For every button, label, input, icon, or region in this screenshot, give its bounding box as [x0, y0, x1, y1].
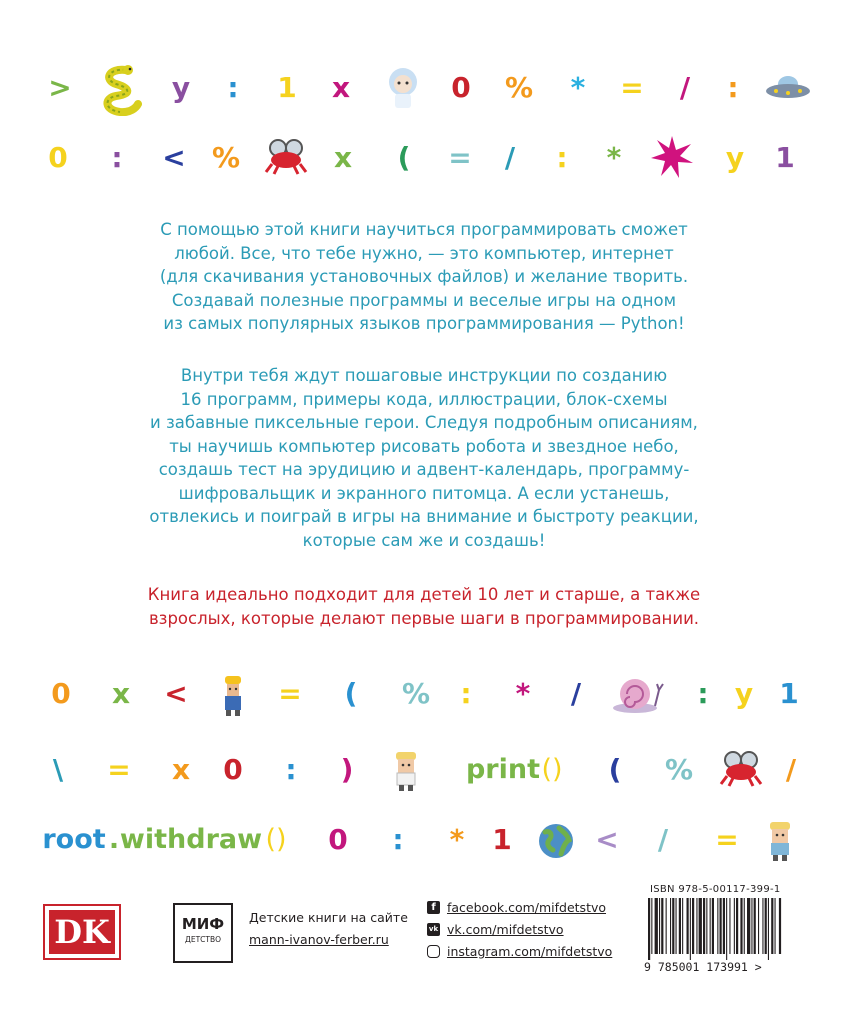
kid-icon — [765, 820, 795, 862]
symbol: () — [541, 754, 563, 785]
symbol: % — [504, 71, 534, 104]
symbol: / — [785, 753, 797, 786]
symbol-row-1 — [0, 58, 848, 118]
print-keyword: print — [465, 754, 541, 785]
symbol: 0 — [51, 677, 71, 710]
symbol: % — [401, 677, 431, 710]
symbol: ( — [344, 677, 358, 710]
root-keyword: root — [42, 824, 106, 855]
symbol: * — [606, 141, 622, 174]
symbol: < — [164, 677, 188, 710]
symbol-row-2 — [0, 128, 848, 188]
symbol: * — [570, 71, 586, 104]
barcode-bar — [682, 898, 683, 954]
crab-robot-icon — [719, 750, 763, 788]
barcode-bar — [744, 898, 745, 954]
symbol: : — [697, 677, 709, 710]
symbol: ) — [340, 753, 354, 786]
barcode-bar — [703, 898, 705, 954]
ghost-icon — [385, 66, 421, 112]
barcode-bar — [712, 898, 714, 954]
vk-link[interactable]: vk vk.com/mifdetstvo — [428, 922, 564, 937]
symbol: ( — [608, 753, 622, 786]
symbol: x — [171, 753, 191, 786]
barcode-bar — [771, 898, 773, 954]
barcode-bar — [765, 898, 767, 954]
symbol: = — [448, 141, 472, 174]
symbol: () — [265, 824, 287, 855]
dk-logo: DK — [43, 904, 121, 960]
barcode-bar — [740, 898, 742, 954]
symbol: % — [664, 753, 694, 786]
symbol: 0 — [328, 823, 348, 856]
intro-paragraph: С помощью этой книги научиться программировать сможет любой. Все, что тебе нужно, — это компьютер, интернет (для скачивания установочных файлов) и желание творить. Создавай полезные программы и веселые игры на одном из самых популярных языков программирования — Python! — [159, 220, 689, 333]
withdraw-keyword: withdraw — [119, 824, 263, 855]
barcode-bar — [723, 898, 725, 954]
barcode-digits: 9 785001 173991 > — [644, 960, 762, 974]
barcode-bar — [710, 898, 711, 954]
kid-icon — [391, 750, 421, 792]
symbol-row-5 — [0, 810, 848, 870]
symbol: > — [48, 71, 72, 104]
barcode-bar — [672, 898, 674, 954]
symbol: / — [657, 823, 669, 856]
facebook-icon: f — [427, 901, 440, 914]
symbol: * — [515, 677, 531, 710]
barcode-bar — [734, 898, 735, 954]
symbol: : — [285, 753, 297, 786]
symbol: * — [449, 823, 465, 856]
symbol: 1 — [492, 823, 512, 856]
barcode-bar — [676, 898, 677, 954]
symbol: = — [620, 71, 644, 104]
barcode-bar — [747, 898, 750, 954]
isbn-text: ISBN 978-5-00117-399-1 — [650, 884, 781, 895]
globe-icon — [537, 822, 575, 860]
symbol: / — [504, 141, 516, 174]
barcode-bar — [661, 898, 663, 954]
ufo-icon — [764, 74, 812, 102]
symbol: < — [595, 823, 619, 856]
barcode-bar — [706, 898, 707, 954]
symbol: % — [211, 141, 241, 174]
barcode-bar — [699, 898, 702, 954]
site-label: Детские книги на сайте — [249, 910, 408, 925]
symbol: у — [734, 677, 754, 710]
site-link[interactable]: mann-ivanov-ferber.ru — [249, 932, 389, 947]
snake-icon — [98, 64, 142, 116]
barcode-bar — [670, 898, 671, 954]
symbol: : — [727, 71, 739, 104]
symbol-row-4 — [0, 740, 848, 800]
symbol: 0 — [48, 141, 68, 174]
barcode-bar — [768, 898, 769, 960]
instagram-link[interactable]: instagram.com/mifdetstvo — [427, 944, 612, 959]
symbol: х — [331, 71, 351, 104]
barcode-bar — [717, 898, 718, 954]
symbol: х — [111, 677, 131, 710]
symbol: / — [570, 677, 582, 710]
symbol: 1 — [775, 141, 795, 174]
symbol: 0 — [223, 753, 243, 786]
barcode-bar — [726, 898, 727, 960]
facebook-link[interactable]: f facebook.com/mifdetstvo — [427, 900, 606, 915]
symbol: : — [227, 71, 239, 104]
symbol: 0 — [451, 71, 471, 104]
barcode-bar — [779, 898, 781, 954]
barcode-bar — [648, 898, 650, 960]
barcode-bar — [754, 898, 756, 954]
crab-robot-icon — [264, 138, 308, 176]
symbol: : — [556, 141, 568, 174]
barcode-bar — [679, 898, 681, 954]
barcode-bar — [751, 898, 752, 954]
barcode-bar — [729, 898, 730, 954]
symbol: 1 — [277, 71, 297, 104]
barcode-bar — [655, 898, 658, 954]
symbol: x — [333, 141, 353, 174]
symbol: \ — [52, 753, 64, 786]
mif-logo: МИФ ДЕТСТВО — [173, 903, 233, 963]
barcode-bar — [736, 898, 738, 954]
symbol: : — [460, 677, 472, 710]
symbol: = — [715, 823, 739, 856]
vk-icon: vk — [427, 923, 440, 936]
symbol-row-3 — [0, 664, 848, 724]
barcode-bar — [690, 898, 691, 960]
barcode-bar — [762, 898, 763, 954]
barcode-bar — [758, 898, 759, 954]
symbol: ( — [397, 141, 411, 174]
instagram-icon — [427, 945, 440, 958]
barcode-bar — [696, 898, 697, 954]
snail-icon — [611, 672, 665, 716]
magenta-star-icon — [651, 136, 693, 178]
audience-paragraph: Книга идеально подходит для детей 10 лет и старше, а также взрослых, которые делают первые шаги в программировании. — [147, 585, 701, 628]
barcode-bar — [687, 898, 689, 954]
symbol: 1 — [779, 677, 799, 710]
contents-paragraph: Внутри тебя ждут пошаговые инструкции по созданию 16 программ, примеры кода, иллюстрации, блок-схемы и забавные пиксельные герои. Следуя подробным описаниям, ты научишь компьютер рисовать робота и звездное небо, создашь тест на эрудицию и адвент-календарь, программу- шифровальщик и экранного питомца. А если устанешь, отвлекись и поиграй в игры на внимание и быстроту реакции, которые сам же и создашь! — [149, 366, 699, 550]
barcode-bar — [775, 898, 776, 954]
symbol: : — [111, 141, 123, 174]
barcode-bar — [659, 898, 660, 954]
barcode-bar — [720, 898, 722, 954]
barcode-bar — [651, 898, 652, 954]
symbol: у — [725, 141, 745, 174]
barcode-bar — [692, 898, 694, 954]
symbol: . — [108, 824, 120, 855]
symbol: у — [171, 71, 191, 104]
symbol: : — [392, 823, 404, 856]
symbol: = — [107, 753, 131, 786]
barcode — [646, 898, 784, 960]
symbol: / — [679, 71, 691, 104]
builder-icon — [219, 674, 247, 718]
symbol: < — [162, 141, 186, 174]
symbol: = — [278, 677, 302, 710]
barcode-bar — [666, 898, 667, 954]
